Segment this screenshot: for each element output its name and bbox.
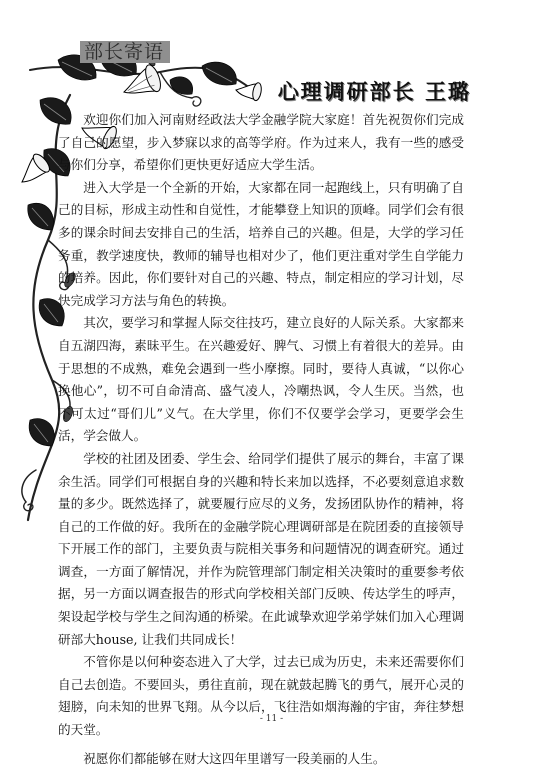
paragraph: 其次，要学习和掌握人际交往技巧，建立良好的人际关系。大家都来自五湖四海，素昧平生。在兴趣爱好、脾气、习惯上有着很大的差异。由于思想的不成熟，难免会遇到一些小摩擦。同时，要待人真诚，“以你心换他心”，切不可自命清高、盛气凌人，冷嘲热讽，令人生厌。当然，也不可太过“哥们儿”义气。在大学里，你们不仅要学会学习，更要学会生活，学会做人。 [58, 315, 464, 444]
article-body [58, 109, 464, 770]
paragraph: 不管你是以何种姿态进入了大学，过去已成为历史，未来还需要你们自己去创造。不要回头，勇往直前，现在就鼓起腾飞的勇气，展开心灵的翅膀，向未知的世界飞翔。从今以后，飞往浩如烟海瀚的宇宙，奔往梦想的天堂。 [58, 654, 464, 738]
paragraph: 进入大学是一个全新的开始，大家都在同一起跑线上，只有明确了自己的目标，形成主动性和自觉性，才能攀登上知识的顶峰。同学们会有很多的课余时间去安排自己的生活，培养自己的兴趣。但是，大学的学习任务重，教学速度快，教师的辅导也相对少了，他们更注重对学生自学能力的培养。因此，你们要针对自己的兴趣、特点，制定相应的学习计划，尽快完成学习方法与角色的转换。 [58, 179, 464, 308]
closing-paragraph: 祝愿你们都能够在财大这四年里谱写一段美丽的人生。 [83, 750, 386, 766]
paragraph: 欢迎你们加入河南财经政法大学金融学院大家庭！首先祝贺你们完成了自己的愿望，步入梦寐以求的高等学府。作为过来人，我有一些的感受与你们分享，希望你们更快更好适应大学生活。 [58, 112, 464, 173]
page-title: 心理调研部长 王璐 [277, 79, 471, 104]
paragraph: 学校的社团及团委、学生会、给同学们提供了展示的舞台，丰富了课余生活。同学们可根据自身的兴趣和特长来加以选择，不必要刻意追求数量的多少。既然选择了，就要履行应尽的义务，发扬团队协作的精神，将自己的工作做的好。我所在的金融学院心理调研部是在院团委的直接领导下开展工作的部门，主要负责与院相关事务和问题情况的调查研究。通过调查，一方面了解情况，并作为院管理部门制定相关决策时的重要参考依据，另一方面以调查报告的形式向学校相关部门反映、传达学生的呼声，架设起学校与学生之间沟通的桥梁。在此诚挚欢迎学弟学妹们加入心理调研部大house, 让我们共同成长！ [58, 450, 464, 647]
section-tab: 部长寄语 [80, 41, 170, 63]
page-number: - 11 - [259, 714, 284, 724]
